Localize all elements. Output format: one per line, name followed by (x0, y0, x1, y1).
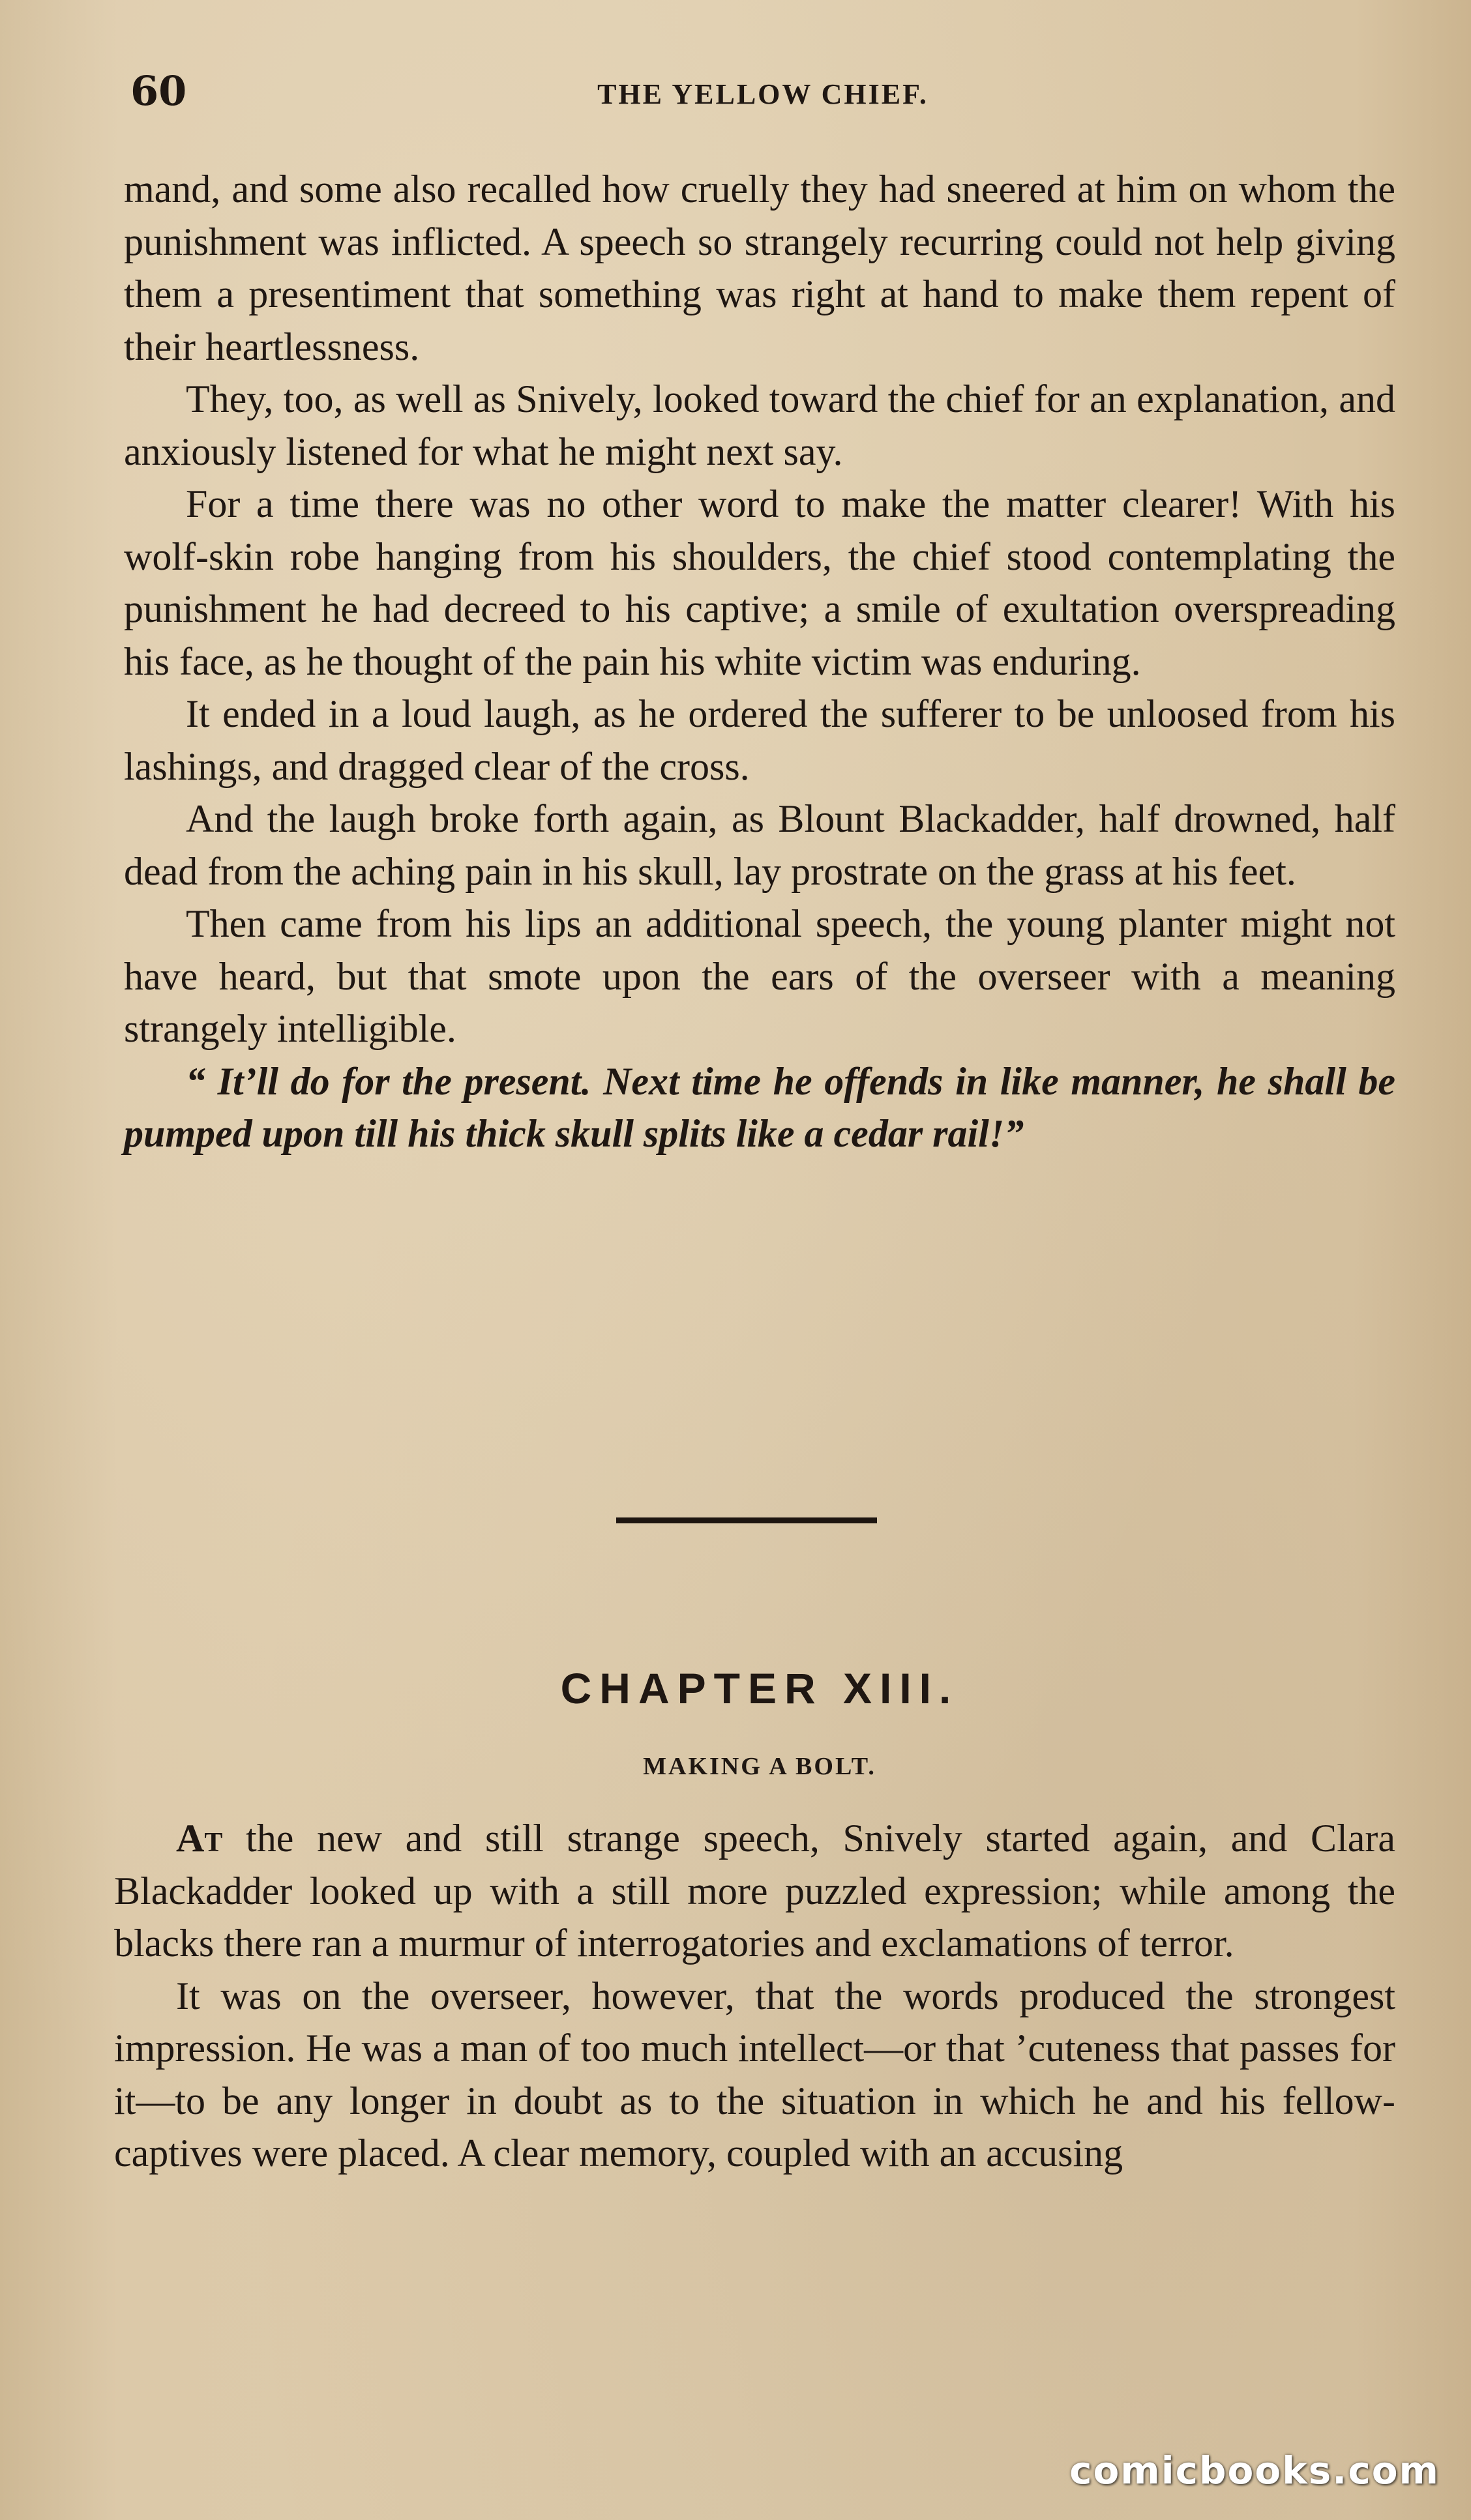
body-text (124, 163, 1395, 1160)
page-number: 60 (130, 67, 187, 115)
paragraph: Then came from his lips an additional speech, the young planter might not have heard, but that smote upon the ears of the overseer with a meaning strangely intelligible. (124, 902, 1395, 1050)
chapter-heading: CHAPTER XIII. (560, 1664, 959, 1712)
paragraph: They, too, as well as Snively, looked toward the chief for an explanation, and anxiously listened for what he might next say. (124, 377, 1395, 473)
running-title: THE YELLOW CHIEF. (597, 78, 929, 110)
paragraph-continuation: mand, and some also recalled how cruelly they had sneered at him on whom the punishment was inflicted. A speech so strangely recurring could not help giving them a presentiment that something was right at hand to make them repent of their heartlessness. (124, 168, 1395, 368)
chapter-opening-paragraph (114, 1812, 1395, 1970)
paragraph: And the laugh broke forth again, as Blount Blackadder, half drowned, half dead from the aching pain in his skull, lay prostrate on the grass at his feet. (124, 797, 1395, 893)
quoted-speech-paragraph: “ It’ll do for the present. Next time he offends in like manner, he shall be pumped upon till his thick skull splits like a cedar rail!” (124, 1059, 1395, 1155)
page-header (130, 62, 1395, 121)
watermark: comicbooks.com (1069, 2448, 1440, 2493)
paragraph: It ended in a loud laugh, as he ordered the sufferer to be unloosed from his lashings, and dragged clear of the cross. (124, 692, 1395, 788)
drop-word: At (176, 1817, 223, 1860)
chapter-subtitle: MAKING A BOLT. (643, 1753, 876, 1780)
paragraph: For a time there was no other word to make the matter clearer! With his wolf-skin robe hanging from his shoulders, the chief stood contemplating the punishment he had decreed to his captive; a smile of exultation overspreading his face, as he thought of the pain his white victim was enduring. (124, 482, 1395, 683)
chapter-body (114, 1812, 1395, 2180)
opening-paragraph-text: the new and still strange speech, Snively started again, and Clara Blackadder looked up with a still more puzzled expression; while among the blacks there ran a murmur of interrogatories and exclamations of terror. (114, 1817, 1395, 1965)
paragraph: It was on the overseer, however, that the words produced the strongest impression. He was a man of too much intellect—or that ’cuteness that passes for it—to be any longer in doubt as to the situation in which he and his fellow-captives were placed. A clear memory, coupled with an accusing (114, 1974, 1395, 2175)
section-divider (616, 1517, 877, 1523)
